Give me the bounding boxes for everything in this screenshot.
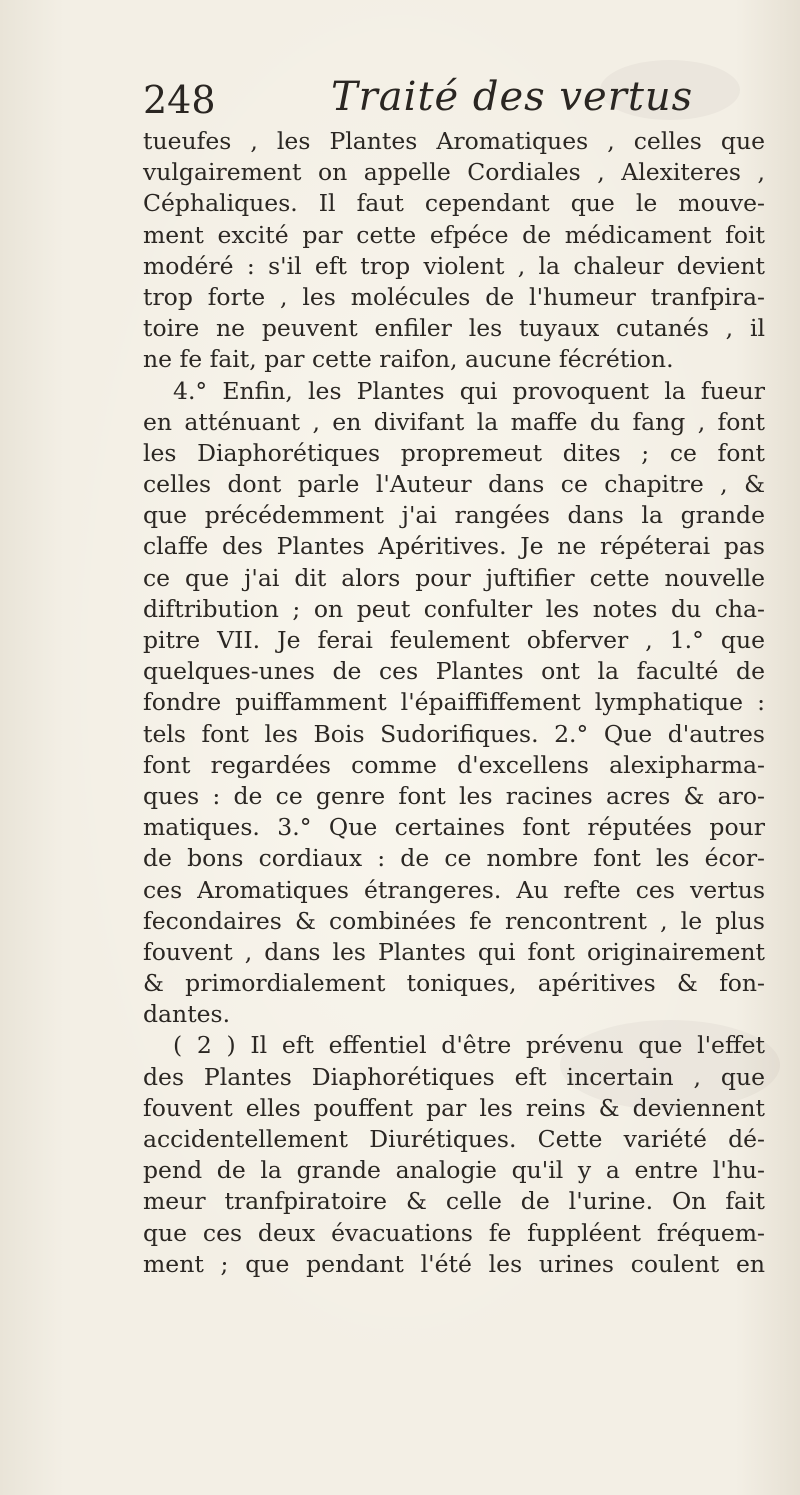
text-line: que précédemment j'ai rangées dans la grande <box>143 501 765 530</box>
text-line: fouvent elles pouffent par les reins & deviennent <box>143 1093 765 1122</box>
text-line: & primordialement toniques, apéritives & fon- <box>143 969 765 998</box>
text-line: des Plantes Diaphorétiques eft incertain , que <box>143 1062 765 1091</box>
text-line: matiques. 3.° Que certaines font réputées pour <box>143 813 765 842</box>
text-line: ces Aromatiques étrangeres. Au refte ces vertus <box>143 875 765 904</box>
text-line: Céphaliques. Il faut cependant que le mouve- <box>143 189 765 218</box>
text-line: tels font les Bois Sudorifiques. 2.° Que d'autres <box>143 719 765 748</box>
text-line: pitre VII. Je ferai feulement obferver , 1.° que <box>143 626 765 654</box>
body-text <box>143 126 765 1280</box>
text-line: quelques-unes de ces Plantes ont la faculté de <box>143 657 765 686</box>
text-line: fecondaires & combinées fe rencontrent , le plus <box>143 906 765 935</box>
text-line: en atténuant , en divifant la maffe du fang , font <box>143 407 765 436</box>
text-line: fondre puiffamment l'épaiffiffement lymphatique : <box>143 688 765 717</box>
text-line: modéré : s'il eft trop violent , la chaleur devient <box>143 251 765 280</box>
text-line: claffe des Plantes Apéritives. Je ne répéterai pas <box>143 532 765 561</box>
text-line: ne fe fait, par cette raifon, aucune fécrétion. <box>143 345 674 374</box>
text-line: celles dont parle l'Auteur dans ce chapitre , & <box>143 470 765 499</box>
text-line: tueufes , les Plantes Aromatiques , celles que <box>143 127 765 155</box>
text-line: dantes. <box>143 1000 231 1029</box>
text-line: accidentellement Diurétiques. Cette variété dé- <box>143 1125 765 1153</box>
text-line: ce que j'ai dit alors pour juftifier cette nouvelle <box>143 563 765 592</box>
text-line: 4.° Enfin, les Plantes qui provoquent la fueur <box>173 376 765 405</box>
page-header <box>143 70 763 130</box>
text-line: ment ; que pendant l'été les urines coulent en <box>143 1249 765 1278</box>
text-line: font regardées comme d'excellens alexipharma- <box>143 750 765 779</box>
text-line: diftribution ; on peut confulter les notes du cha- <box>143 594 765 623</box>
text-line: de bons cordiaux : de ce nombre font les écor- <box>143 844 765 873</box>
text-line: ( 2 ) Il eft effentiel d'être prévenu que l'effet <box>173 1031 765 1060</box>
text-line: ques : de ce genre font les racines acres & aro- <box>143 781 765 810</box>
text-line: meur tranfpiratoire & celle de l'urine. On fait <box>143 1187 765 1216</box>
page-number: 248 <box>143 78 216 122</box>
text-line: pend de la grande analogie qu'il y a entre l'hu- <box>143 1156 765 1185</box>
running-title: Traité des vertus <box>331 74 694 120</box>
text-line: ment excité par cette efpéce de médicament foit <box>143 220 765 249</box>
text-line: fouvent , dans les Plantes qui font originairement <box>143 937 765 966</box>
text-line: vulgairement on appelle Cordiales , Alexiteres , <box>143 158 765 187</box>
text-line: toire ne peuvent enfiler les tuyaux cutanés , il <box>143 314 765 343</box>
text-line: les Diaphorétiques propremeut dites ; ce font <box>143 438 765 467</box>
text-line: trop forte , les molécules de l'humeur tranfpira- <box>143 282 765 311</box>
text-line: que ces deux évacuations fe fuppléent fréquem- <box>143 1218 765 1247</box>
